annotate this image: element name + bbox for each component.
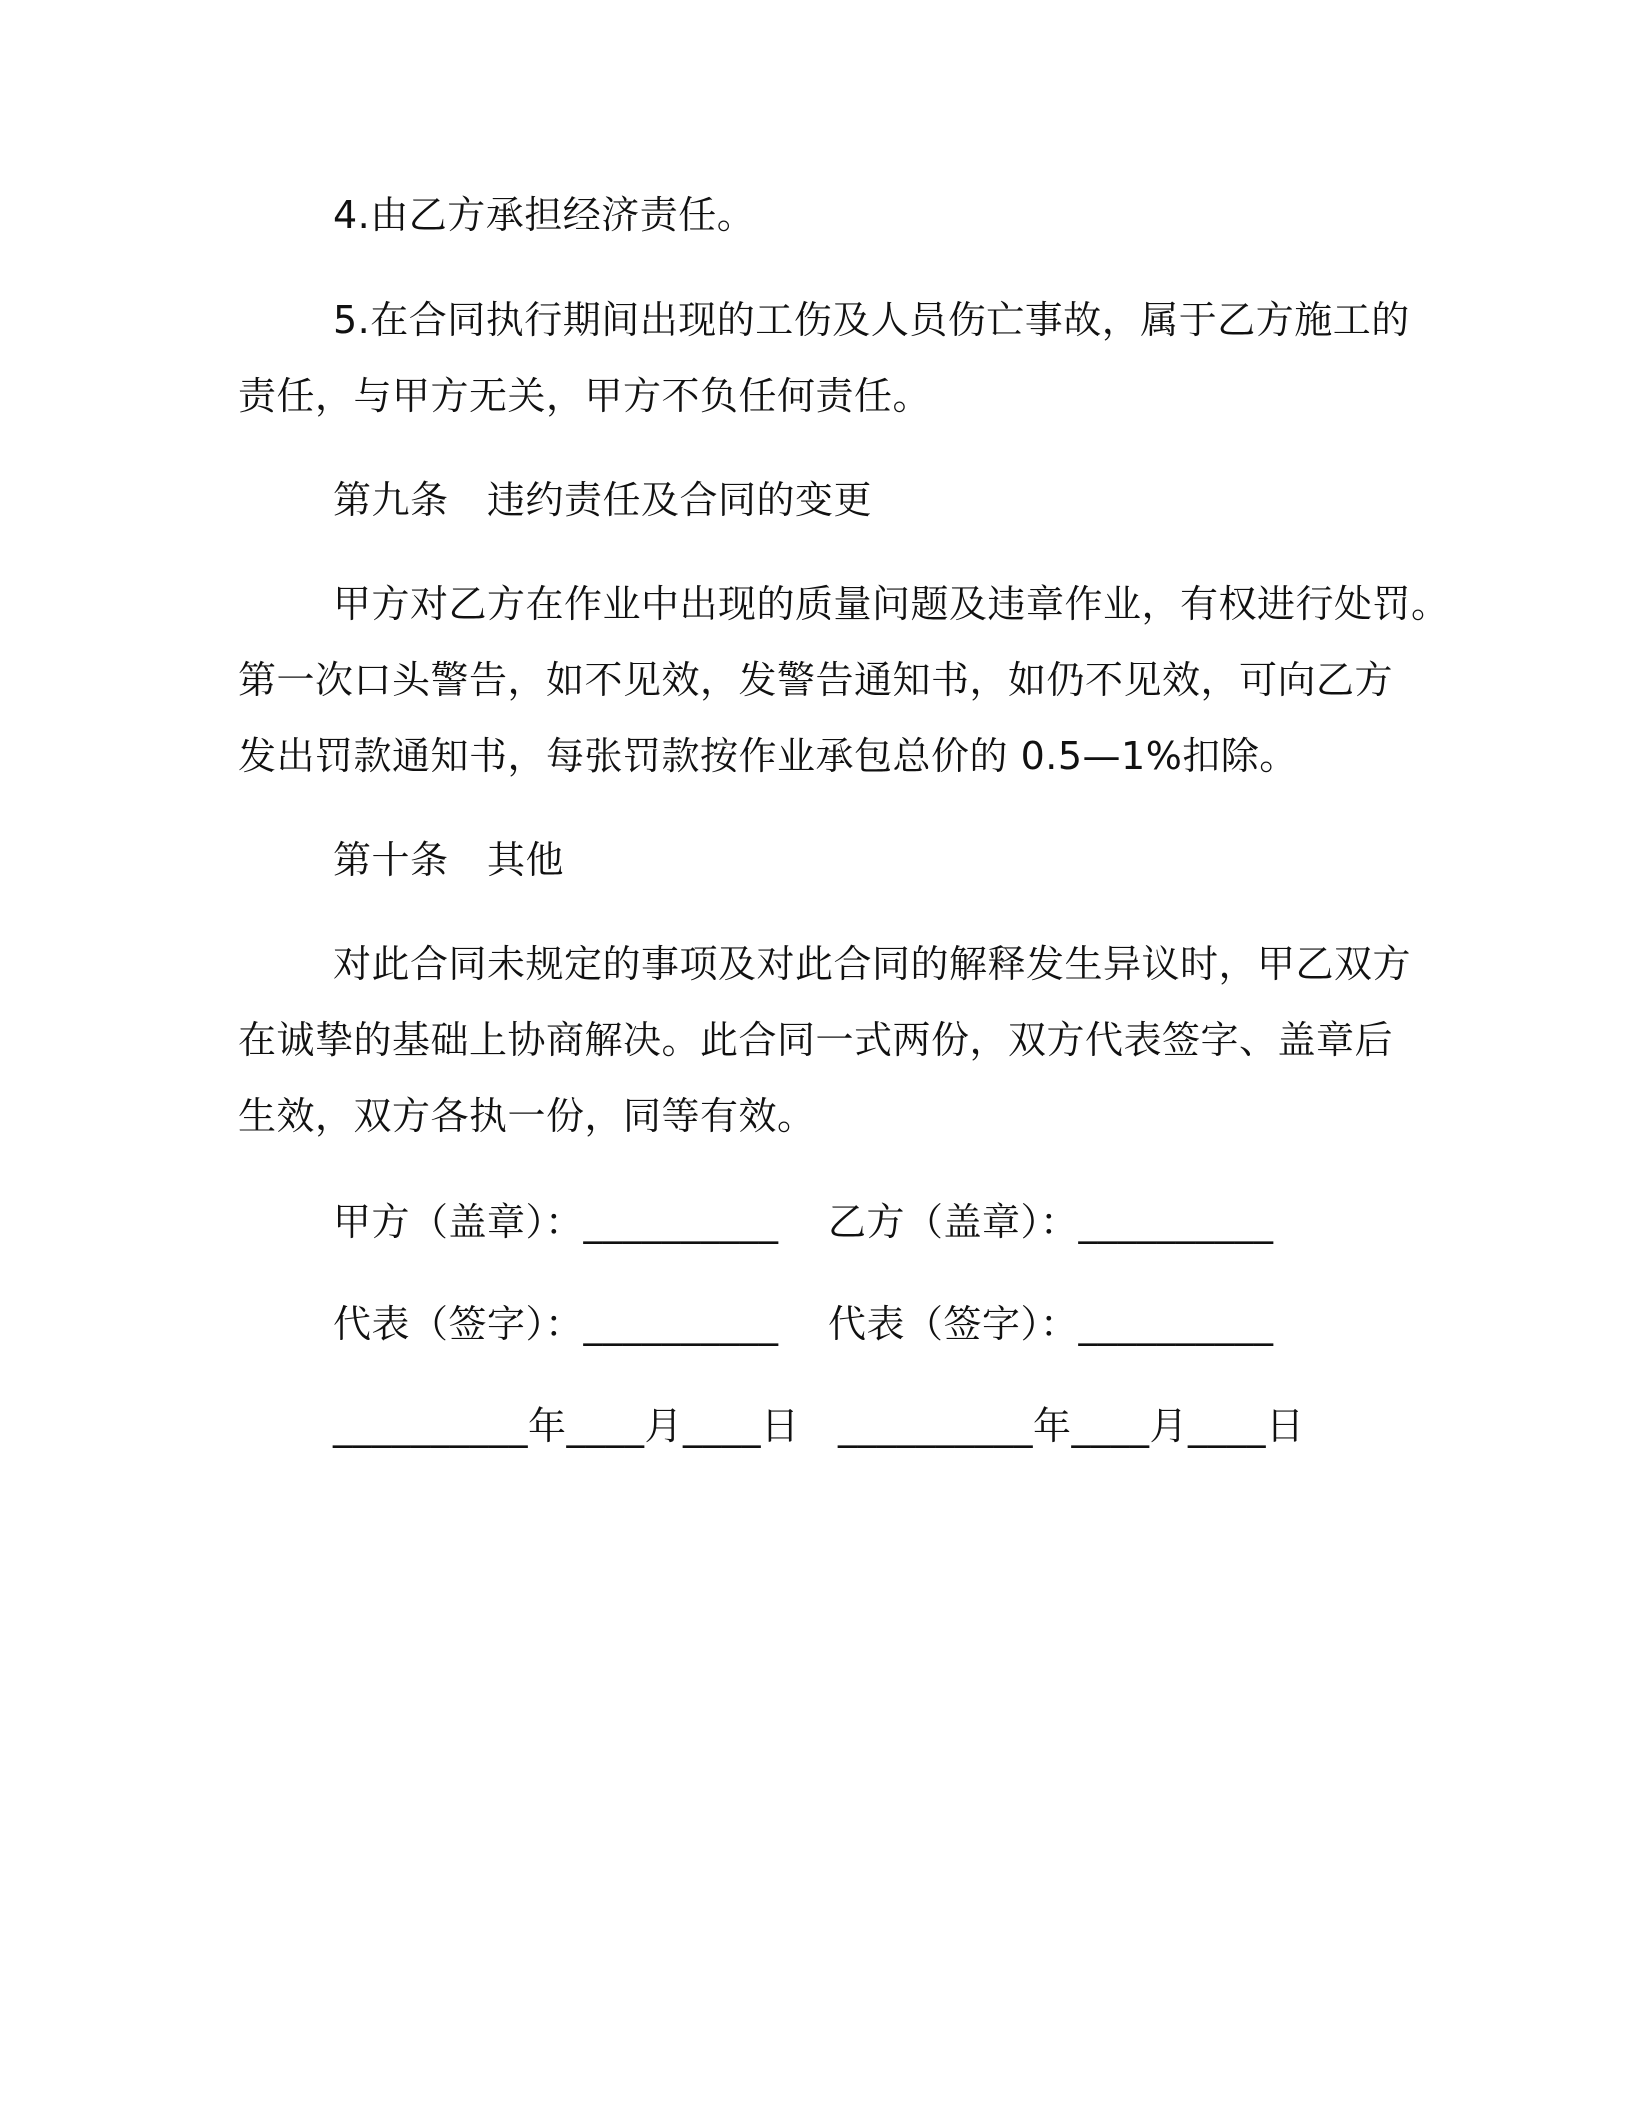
- party-b-date-field: __________年____月____日: [838, 1404, 1305, 1448]
- clause-9-body-line-3: 发出罚款通知书，每张罚款按作业承包总价的 0.5—1%扣除。: [238, 734, 1298, 778]
- party-b-seal-field: 乙方（盖章）：__________: [828, 1200, 1274, 1244]
- party-a-date-field: __________年____月____日: [333, 1404, 800, 1448]
- clause-10-heading: 第十条 其他: [333, 838, 565, 882]
- party-a-seal-field: 甲方（盖章）：__________: [333, 1200, 779, 1244]
- clause-8-item-5-line-2: 责任，与甲方无关，甲方不负任何责任。: [238, 374, 932, 418]
- party-a-representative-field: 代表（签字）：__________: [333, 1302, 779, 1346]
- clause-8-item-4: 4.由乙方承担经济责任。: [333, 193, 756, 237]
- clause-10-body-line-3: 生效，双方各执一份，同等有效。: [238, 1094, 816, 1138]
- clause-9-heading: 第九条 违约责任及合同的变更: [333, 478, 873, 522]
- clause-10-body-line-2: 在诚挚的基础上协商解决。此合同一式两份，双方代表签字、盖章后: [238, 1018, 1394, 1062]
- clause-9-body-line-1: 甲方对乙方在作业中出现的质量问题及违章作业，有权进行处罚。: [333, 582, 1450, 626]
- clause-8-item-5-line-1: 5.在合同执行期间出现的工伤及人员伤亡事故，属于乙方施工的: [333, 298, 1410, 342]
- party-b-representative-field: 代表（签字）：__________: [828, 1302, 1274, 1346]
- clause-9-body-line-2: 第一次口头警告，如不见效，发警告通知书，如仍不见效，可向乙方: [238, 658, 1394, 702]
- clause-10-body-line-1: 对此合同未规定的事项及对此合同的解释发生异议时，甲乙双方: [333, 942, 1412, 986]
